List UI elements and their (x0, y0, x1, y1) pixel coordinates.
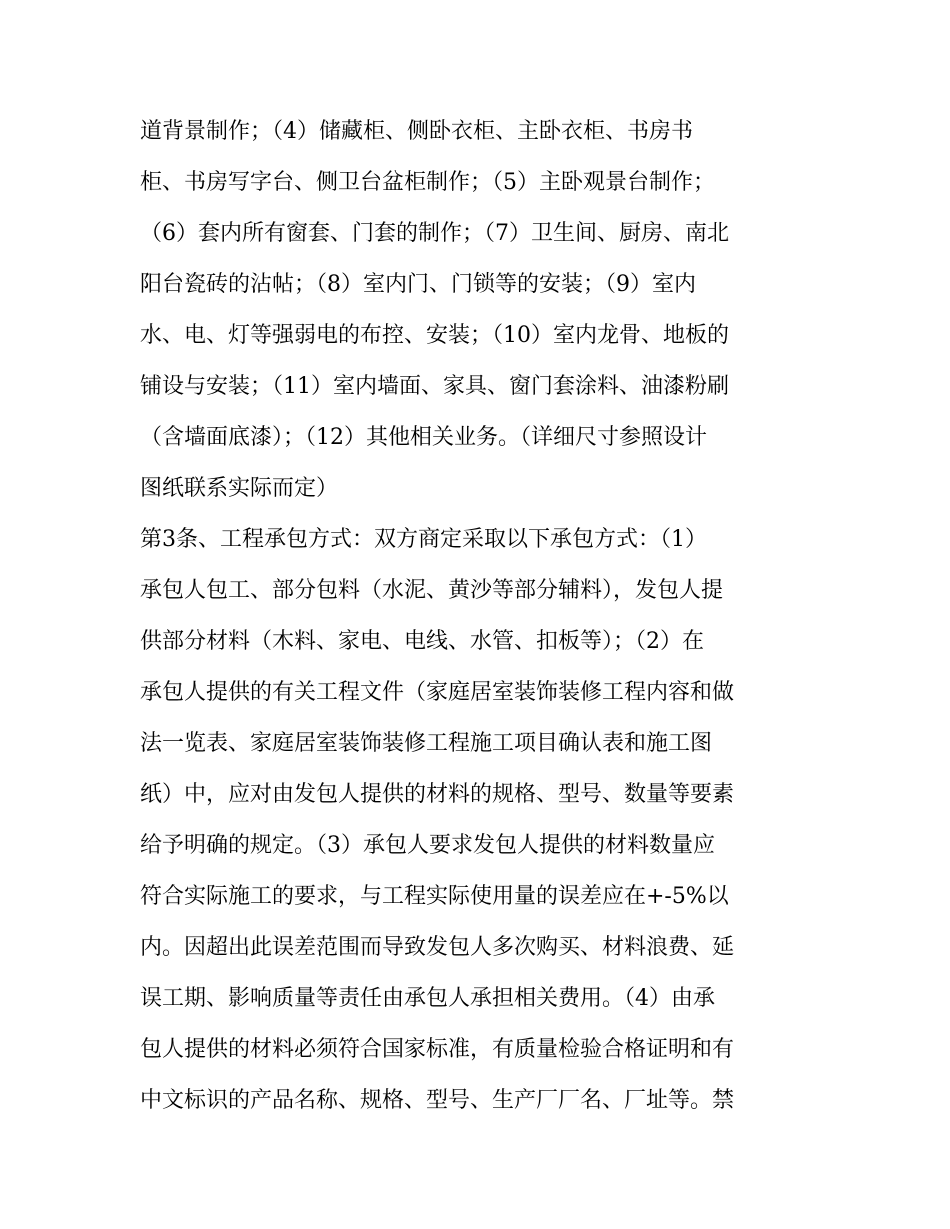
text-line: 道背景制作；（4）储藏柜、侧卧衣柜、主卧衣柜、书房书 (140, 119, 693, 144)
text-line: 纸）中，应对由发包人提供的材料的规格、型号、数量等要素 (140, 782, 735, 807)
text-line: 法一览表、家庭居室装饰装修工程施工项目确认表和施工图 (140, 731, 713, 756)
text-line: 供部分材料（木料、家电、电线、水管、扣板等）；（2）在 (140, 629, 704, 654)
text-line: 内。因超出此误差范围而导致发包人多次购买、材料浪费、延 (140, 935, 735, 960)
text-line: 给予明确的规定。（3）承包人要求发包人提供的材料数量应 (140, 833, 715, 858)
text-line: 图纸联系实际而定） (140, 476, 339, 501)
text-line: 柜、书房写字台、侧卫台盆柜制作；（5）主卧观景台制作； (140, 170, 715, 195)
text-line: 水、电、灯等强弱电的布控、安装；（10）室内龙骨、地板的 (140, 323, 729, 348)
section-heading-line: 第3条、工程承包方式：双方商定采取以下承包方式：（1） (140, 527, 707, 552)
text-line: 中文标识的产品名称、规格、型号、生产厂厂名、厂址等。禁 (140, 1088, 735, 1113)
text-line: 包人提供的材料必须符合国家标准，有质量检验合格证明和有 (140, 1037, 735, 1062)
document-body (140, 106, 830, 1126)
text-line: （含墙面底漆）；（12）其他相关业务。（详细尺寸参照设计 (140, 425, 707, 450)
text-line: 承包人提供的有关工程文件（家庭居室装饰装修工程内容和做 (140, 680, 735, 705)
text-line: （6）套内所有窗套、门套的制作；（7）卫生间、厨房、南北 (140, 221, 729, 246)
text-line: 符合实际施工的要求，与工程实际使用量的误差应在+-5%以 (140, 884, 729, 909)
text-line: 误工期、影响质量等责任由承包人承担相关费用。（4）由承 (140, 986, 715, 1011)
text-line: 阳台瓷砖的沾帖；（8）室内门、门锁等的安装；（9）室内 (140, 272, 696, 297)
text-line: 承包人包工、部分包料（水泥、黄沙等部分辅料），发包人提 (140, 578, 724, 603)
text-line: 铺设与安装；（11）室内墙面、家具、窗门套涂料、油漆粉刷 (140, 374, 729, 399)
